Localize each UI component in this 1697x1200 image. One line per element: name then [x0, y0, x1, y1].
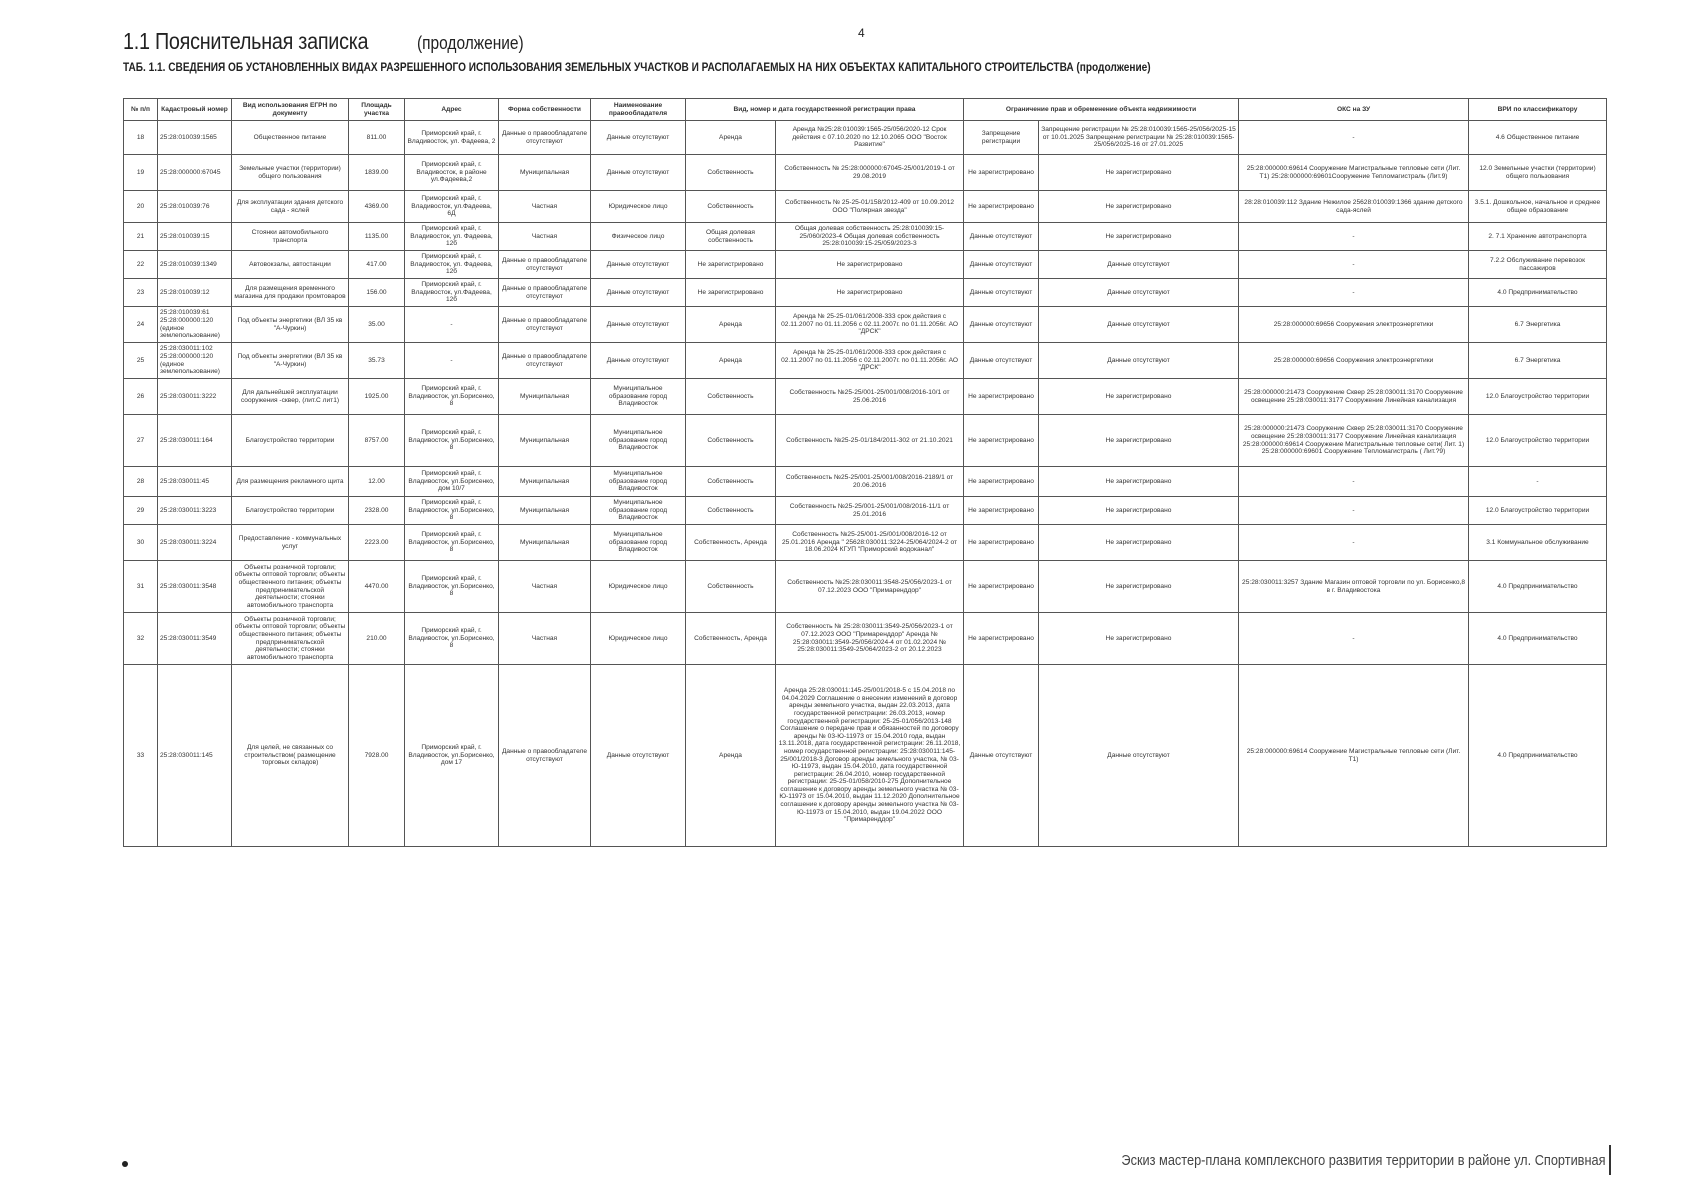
table-row: [124, 525, 1607, 561]
table-cell: 4.0 Предпринимательство: [1469, 279, 1607, 307]
table-cell: 25:28:030011:102 25:28:000000:120 (единое землепользование): [158, 343, 232, 379]
table-cell: 25:28:000000:69614 Сооружение Магистральные тепловые сети (Лит. Т1): [1239, 665, 1469, 847]
table-cell: 27: [124, 415, 158, 467]
table-cell: -: [405, 343, 499, 379]
table-cell: 210.00: [349, 613, 405, 665]
table-row: [124, 497, 1607, 525]
table-cell: 3.1 Коммунальное обслуживание: [1469, 525, 1607, 561]
table-cell: Данные отсутствуют: [1039, 251, 1239, 279]
header-cell: Вид использования ЕГРН по документу: [232, 99, 349, 121]
table-cell: Муниципальное образование город Владивосток: [591, 379, 686, 415]
table-cell: Муниципальная: [499, 497, 591, 525]
table-row: [124, 155, 1607, 191]
header-cell: ОКС на ЗУ: [1239, 99, 1469, 121]
table-row: [124, 379, 1607, 415]
table-cell: Данные отсутствуют: [964, 343, 1039, 379]
table-header-row: [124, 99, 1607, 121]
table-cell: 25:28:030011:164: [158, 415, 232, 467]
table-row: [124, 279, 1607, 307]
table-cell: Для размещения рекламного щита: [232, 467, 349, 497]
table-cell: Данные отсутствуют: [1039, 307, 1239, 343]
table-row: [124, 613, 1607, 665]
table-cell: 6.7 Энергетика: [1469, 307, 1607, 343]
table-cell: Собственность: [686, 467, 776, 497]
table-cell: -: [1239, 613, 1469, 665]
table-cell: 25:28:000000:69656 Сооружения электроэнергетики: [1239, 343, 1469, 379]
table-cell: Муниципальное образование город Владивосток: [591, 497, 686, 525]
table-cell: Под объекты энергетики (ВЛ 35 кв "А-Чуркин): [232, 307, 349, 343]
table-cell: 33: [124, 665, 158, 847]
table-cell: Муниципальная: [499, 467, 591, 497]
table-cell: 21: [124, 223, 158, 251]
table-cell: Для дальнейшей эксплуатации сооружения -сквер, (лит.С лит1): [232, 379, 349, 415]
table-cell: 6.7 Энергетика: [1469, 343, 1607, 379]
table-cell: Собственность: [686, 191, 776, 223]
table-cell: Собственность №25-25/001-25/001/008/2016-11/1 от 25.01.2016: [776, 497, 964, 525]
table-cell: Приморский край, г. Владивосток, ул.Фадеева, 12б: [405, 279, 499, 307]
table-cell: Данные отсутствуют: [1039, 279, 1239, 307]
table-cell: Данные отсутствуют: [964, 279, 1039, 307]
table-cell: Приморский край, г. Владивосток, ул.Борисенко, 8: [405, 613, 499, 665]
table-row: [124, 223, 1607, 251]
table-cell: Данные отсутствуют: [964, 223, 1039, 251]
table-cell: Автовокзалы, автостанции: [232, 251, 349, 279]
table-cell: 156.00: [349, 279, 405, 307]
page-title: [123, 28, 541, 55]
table-cell: 19: [124, 155, 158, 191]
table-cell: Данные о правообладателе отсутствуют: [499, 121, 591, 155]
table-cell: Для целей, не связанных со строительством( размещение торговых складов): [232, 665, 349, 847]
table-row: [124, 467, 1607, 497]
table-cell: -: [1239, 497, 1469, 525]
table-cell: Не зарегистрировано: [964, 191, 1039, 223]
table-cell: 4.0 Предпринимательство: [1469, 561, 1607, 613]
table-cell: Приморский край, г. Владивосток, ул.Борисенко, 8: [405, 525, 499, 561]
table-cell: Данные отсутствуют: [591, 343, 686, 379]
table-cell: Общественное питание: [232, 121, 349, 155]
table-cell: Не зарегистрировано: [964, 613, 1039, 665]
page-number: 4: [858, 26, 865, 40]
table-cell: Запрещение регистрации № 25:28:010039:1565-25/056/2025-15 от 10.01.2025 Запрещение регистрации № 25:28:010039:1565-25/056/2025-16 от 27.01.2025: [1039, 121, 1239, 155]
table-cell: Не зарегистрировано: [1039, 223, 1239, 251]
table-cell: Приморский край, г. Владивосток, ул.Борисенко, дом 10/7: [405, 467, 499, 497]
table-cell: Данные отсутствуют: [591, 155, 686, 191]
table-cell: Не зарегистрировано: [1039, 525, 1239, 561]
table-body: [124, 121, 1607, 847]
table-cell: 4369.00: [349, 191, 405, 223]
table-cell: 24: [124, 307, 158, 343]
table-caption: ТАБ. 1.1. СВЕДЕНИЯ ОБ УСТАНОВЛЕННЫХ ВИДАХ РАЗРЕШЕННОГО ИСПОЛЬЗОВАНИЯ ЗЕМЕЛЬНЫХ УЧАСТКОВ И РАСПОЛАГАЕМЫХ НА НИХ ОБЪЕКТАХ КАПИТАЛЬНОГО СТРОИТЕЛЬСТВА (продолжение): [123, 60, 1151, 74]
table-cell: Собственность: [686, 497, 776, 525]
table-cell: Не зарегистрировано: [1039, 155, 1239, 191]
table-cell: Данные отсутствуют: [964, 307, 1039, 343]
table-cell: Собственность №25-25/001-25/001/008/2016-12 от 25.01.2016 Аренда " 25628:030011:3224-25/064/2024-2 от 18.06.2024 КГУП "Приморский водоканал": [776, 525, 964, 561]
table-cell: Данные отсутствуют: [1039, 665, 1239, 847]
table-cell: 35.73: [349, 343, 405, 379]
table-cell: 25:28:030011:3222: [158, 379, 232, 415]
table-cell: Не зарегистрировано: [686, 279, 776, 307]
table-cell: -: [1239, 467, 1469, 497]
table-cell: 7.2.2 Обслуживание перевозок пассажиров: [1469, 251, 1607, 279]
table-cell: Собственность: [686, 155, 776, 191]
table-cell: 25: [124, 343, 158, 379]
table-cell: Объекты розничной торговли; объекты оптовой торговли; объекты общественного питания; объекты предпринимательской деятельности; стоянки автомобильного транспорта: [232, 613, 349, 665]
table-row: [124, 121, 1607, 155]
table-cell: Не зарегистрировано: [1039, 613, 1239, 665]
title-main: 1.1 Пояснительная записка: [123, 28, 369, 54]
table-cell: 2223.00: [349, 525, 405, 561]
table-cell: 25:28:010039:1349: [158, 251, 232, 279]
table-cell: Данные отсутствуют: [591, 307, 686, 343]
header-cell: Наименование правообладателя: [591, 99, 686, 121]
table-cell: Не зарегистрировано: [964, 561, 1039, 613]
table-cell: 26: [124, 379, 158, 415]
table-cell: 31: [124, 561, 158, 613]
table-cell: Аренда: [686, 121, 776, 155]
table-cell: -: [405, 307, 499, 343]
table-cell: 25:28:030011:3223: [158, 497, 232, 525]
table-cell: Не зарегистрировано: [964, 155, 1039, 191]
table-cell: Не зарегистрировано: [964, 379, 1039, 415]
table-cell: Земельные участки (территории) общего пользования: [232, 155, 349, 191]
table-cell: Физическое лицо: [591, 223, 686, 251]
table-cell: 35.00: [349, 307, 405, 343]
table-cell: Не зарегистрировано: [686, 251, 776, 279]
table-cell: Собственность № 25:28:000000:67045-25/001/2019-1 от 29.08.2019: [776, 155, 964, 191]
table-cell: Собственность: [686, 561, 776, 613]
table-cell: 25:28:010039:15: [158, 223, 232, 251]
table-cell: Данные отсутствуют: [591, 251, 686, 279]
footer-text: Эскиз мастер-плана комплексного развития территории в районе ул. Спортивная: [1120, 1152, 1605, 1169]
table-cell: 25:28:010039:76: [158, 191, 232, 223]
table-cell: Не зарегистрировано: [1039, 379, 1239, 415]
table-row: [124, 251, 1607, 279]
table-cell: Благоустройство территории: [232, 497, 349, 525]
table-cell: 3.5.1. Дошкольное, начальное и среднее общее образование: [1469, 191, 1607, 223]
table-cell: Собственность №25-25-01/184/2011-302 от 21.10.2021: [776, 415, 964, 467]
table-cell: Аренда: [686, 665, 776, 847]
table-cell: 32: [124, 613, 158, 665]
table-cell: 25:28:030011:3549: [158, 613, 232, 665]
table-cell: 4.0 Предпринимательство: [1469, 665, 1607, 847]
table-cell: Частная: [499, 561, 591, 613]
table-cell: Данные о правообладателе отсутствуют: [499, 279, 591, 307]
table-cell: 2328.00: [349, 497, 405, 525]
header-cell: ВРИ по классификатору: [1469, 99, 1607, 121]
table-cell: Не зарегистрировано: [1039, 497, 1239, 525]
table-cell: Под объекты энергетики (ВЛ 35 кв "А-Чуркин): [232, 343, 349, 379]
table-cell: -: [1239, 279, 1469, 307]
table-cell: Не зарегистрировано: [964, 415, 1039, 467]
table-cell: Приморский край, г. Владивосток, ул. Фадеева, 2: [405, 121, 499, 155]
land-plots-table-wrap: [123, 98, 1606, 847]
table-cell: Не зарегистрировано: [1039, 467, 1239, 497]
table-cell: 25:28:000000:21473 Сооружение Сквер 25:28:030011:3170 Сооружение освещение 25:28:030011:3177 Сооружение Линейная канализация 25:28:000000:69614 Сооружение Магистральные тепловые сети( Лит. 1) 25:28:000000:69601 Сооружение Тепломагистраль ( Лит.?9): [1239, 415, 1469, 467]
table-cell: Не зарегистрировано: [964, 467, 1039, 497]
table-cell: 7928.00: [349, 665, 405, 847]
table-cell: Собственность, Аренда: [686, 613, 776, 665]
table-cell: 12.0 Благоустройство территории: [1469, 497, 1607, 525]
header-cell: Площадь участка: [349, 99, 405, 121]
table-cell: Аренда №25:28:010039:1565-25/056/2020-12 Срок действия с 07.10.2020 по 12.10.2065 ООО "Восток Развитие": [776, 121, 964, 155]
table-row: [124, 307, 1607, 343]
table-cell: 12.0 Земельные участки (территории) общего пользования: [1469, 155, 1607, 191]
table-cell: Приморский край, г. Владивосток, ул.Борисенко, 8: [405, 379, 499, 415]
header-cell: Адрес: [405, 99, 499, 121]
table-cell: Не зарегистрировано: [964, 497, 1039, 525]
table-cell: Стоянки автомобильного транспорта: [232, 223, 349, 251]
table-cell: Для эксплуатации здания детского сада - яслей: [232, 191, 349, 223]
table-row: [124, 343, 1607, 379]
table-cell: 4470.00: [349, 561, 405, 613]
table-row: [124, 561, 1607, 613]
land-plots-table: [123, 98, 1607, 847]
table-cell: 12.0 Благоустройство территории: [1469, 415, 1607, 467]
footer-bullet: [122, 1161, 128, 1167]
table-row: [124, 415, 1607, 467]
table-cell: 18: [124, 121, 158, 155]
table-cell: Аренда: [686, 343, 776, 379]
table-cell: Не зарегистрировано: [1039, 561, 1239, 613]
table-cell: Муниципальная: [499, 525, 591, 561]
header-cell: Ограничение прав и обременение объекта недвижимости: [964, 99, 1239, 121]
header-cell: Кадастровый номер: [158, 99, 232, 121]
table-cell: 12.0 Благоустройство территории: [1469, 379, 1607, 415]
table-cell: Юридическое лицо: [591, 191, 686, 223]
table-cell: Приморский край, г. Владивосток, ул.Борисенко, 8: [405, 561, 499, 613]
table-cell: Не зарегистрировано: [1039, 191, 1239, 223]
table-cell: Общая долевая собственность 25:28:010039:15-25/060/2023-4 Общая долевая собственность 25:28:010039:15-25/059/2023-3: [776, 223, 964, 251]
table-cell: Приморский край, г. Владивосток, ул. Фадеева, 12б: [405, 223, 499, 251]
table-cell: 4.6 Общественное питание: [1469, 121, 1607, 155]
header-cell: Форма собственности: [499, 99, 591, 121]
table-cell: Аренда 25:28:030011:145-25/001/2018-5 с 15.04.2018 по 04.04.2029 Соглашение о внесении изменений в договор аренды земельного участка, выдан 22.03.2013, дата государственной регистрации: 26.03.2013, номер государственной регистрации: 25-25-01/056/2013-148 Соглашение о передаче прав и обязанностей по договору аренды № 03-Ю-11973 от 15.04.2010 года, выдан 13.11.2018, дата государственной регистрации: 26.11.2018, номер государственной регистрации: 25:28:030011:145-25/001/2018-3 Договор аренды земельного участка, № 03-Ю-11973, выдан 15.04.2010, дата государственной регистрации: 26.04.2010, номер государственной регистрации: 25-25-01/058/2010-275 Дополнительное соглашение к договору аренды земельного участка № 03-Ю-11973 от 15.04.2010, выдан 11.12.2020 Дополнительное соглашение к договору аренды земельного участка № 03-Ю-11973 от 15.04.2010, выдан 19.04.2022 ООО "Примаренддор": [776, 665, 964, 847]
table-cell: 30: [124, 525, 158, 561]
table-cell: 25:28:030011:3224: [158, 525, 232, 561]
table-cell: Не зарегистрировано: [776, 279, 964, 307]
table-cell: 25:28:010039:1565: [158, 121, 232, 155]
table-cell: Муниципальная: [499, 379, 591, 415]
table-cell: 417.00: [349, 251, 405, 279]
table-cell: 28:28:010039:112 Здание Нежилое 25628:010039:1366 здание детского сада-яслей: [1239, 191, 1469, 223]
table-cell: Данные о правообладателе отсутствуют: [499, 343, 591, 379]
table-cell: 25:28:010039:61 25:28:000000:120 (единое землепользование): [158, 307, 232, 343]
table-cell: 29: [124, 497, 158, 525]
table-cell: Приморский край, г. Владивосток, ул.Борисенко, 8: [405, 497, 499, 525]
table-cell: -: [1469, 467, 1607, 497]
table-cell: 25:28:030011:145: [158, 665, 232, 847]
table-cell: Аренда № 25-25-01/061/2008-333 срок действия с 02.11.2007 по 01.11.2056 с 02.11.2007г. по 01.11.2056г. АО "ДРСК": [776, 307, 964, 343]
table-cell: 2. 7.1 Хранение автотранспорта: [1469, 223, 1607, 251]
table-cell: 28: [124, 467, 158, 497]
table-cell: Данные о правообладателе отсутствуют: [499, 665, 591, 847]
table-cell: Не зарегистрировано: [1039, 415, 1239, 467]
table-cell: Собственность № 25:28:030011:3549-25/056/2023-1 от 07.12.2023 ООО "Примаренддор" Аренда № 25:28:030011:3549-25/056/2024-4 от 01.02.2024 № 25:28:030011:3549-25/064/2023-2 от 20.12.2023: [776, 613, 964, 665]
table-cell: Общая долевая собственность: [686, 223, 776, 251]
table-row: [124, 665, 1607, 847]
table-cell: Собственность №25:28:030011:3548-25/056/2023-1 от 07.12.2023 ООО "Примаренддор": [776, 561, 964, 613]
table-cell: Муниципальное образование город Владивосток: [591, 525, 686, 561]
table-cell: Предоставление - коммунальных услуг: [232, 525, 349, 561]
table-cell: 25:28:010039:12: [158, 279, 232, 307]
table-cell: -: [1239, 223, 1469, 251]
table-cell: 20: [124, 191, 158, 223]
table-cell: Приморский край, г. Владивосток, в районе ул.Фадеева,2: [405, 155, 499, 191]
footer-divider: [1609, 1145, 1611, 1175]
table-cell: Собственность: [686, 379, 776, 415]
table-cell: 25:28:000000:69656 Сооружения электроэнергетики: [1239, 307, 1469, 343]
table-cell: Приморский край, г. Владивосток, ул.Борисенко, дом 17: [405, 665, 499, 847]
table-cell: 23: [124, 279, 158, 307]
table-cell: Собственность: [686, 415, 776, 467]
header-cell: Вид, номер и дата государственной регистрации права: [686, 99, 964, 121]
table-cell: Собственность №25-25/001-25/001/008/2016-2189/1 от 20.06.2016: [776, 467, 964, 497]
table-cell: Данные о правообладателе отсутствуют: [499, 251, 591, 279]
table-cell: Приморский край, г. Владивосток, ул.Фадеева, 6Д: [405, 191, 499, 223]
table-cell: Собственность №25-25/001-25/001/008/2016-10/1 от 25.06.2016: [776, 379, 964, 415]
table-cell: Частная: [499, 223, 591, 251]
table-cell: Данные отсутствуют: [1039, 343, 1239, 379]
table-cell: Приморский край, г. Владивосток, ул. Фадеева, 12б: [405, 251, 499, 279]
table-cell: Не зарегистрировано: [964, 525, 1039, 561]
table-cell: Частная: [499, 613, 591, 665]
table-cell: Данные отсутствуют: [964, 251, 1039, 279]
table-cell: -: [1239, 251, 1469, 279]
table-cell: -: [1239, 525, 1469, 561]
table-cell: Юридическое лицо: [591, 613, 686, 665]
table-cell: Аренда: [686, 307, 776, 343]
table-cell: 25:28:030011:3257 Здание Магазин оптовой торговли по ул. Борисенко,8 в г. Владивостока: [1239, 561, 1469, 613]
table-cell: 25:28:000000:69614 Сооружение Магистральные тепловые сети (Лит. Т1) 25:28:000000:69601Сооружение Тепломагистраль (Лит.9): [1239, 155, 1469, 191]
table-cell: Муниципальная: [499, 155, 591, 191]
table-cell: 1839.00: [349, 155, 405, 191]
table-cell: Частная: [499, 191, 591, 223]
table-cell: 25:28:030011:45: [158, 467, 232, 497]
table-cell: 25:28:000000:21473 Сооружение Сквер 25:28:030011:3170 Сооружение освещение 25:28:030011:3177 Сооружение Линейная канализация: [1239, 379, 1469, 415]
table-cell: Аренда № 25-25-01/061/2008-333 срок действия с 02.11.2007 по 01.11.2056 с 02.11.2007г. по 01.11.2056г. АО "ДРСК": [776, 343, 964, 379]
table-cell: 25:28:000000:67045: [158, 155, 232, 191]
table-cell: Объекты розничной торговли; объекты оптовой торговли; объекты общественного питания; объекты предпринимательской деятельности; стоянки автомобильного транспорта: [232, 561, 349, 613]
table-cell: Благоустройство территории: [232, 415, 349, 467]
table-row: [124, 191, 1607, 223]
table-cell: Запрещение регистрации: [964, 121, 1039, 155]
table-cell: Собственность № 25-25-01/158/2012-409 от 10.09.2012 ООО "Полярная звезда": [776, 191, 964, 223]
table-cell: Муниципальное образование город Владивосток: [591, 415, 686, 467]
table-cell: 4.0 Предпринимательство: [1469, 613, 1607, 665]
table-cell: 25:28:030011:3548: [158, 561, 232, 613]
table-cell: Муниципальное образование город Владивосток: [591, 467, 686, 497]
table-cell: Собственность, Аренда: [686, 525, 776, 561]
table-cell: Данные о правообладателе отсутствуют: [499, 307, 591, 343]
table-cell: Данные отсутствуют: [591, 121, 686, 155]
table-cell: Юридическое лицо: [591, 561, 686, 613]
table-cell: 22: [124, 251, 158, 279]
table-cell: Данные отсутствуют: [591, 279, 686, 307]
table-cell: -: [1239, 121, 1469, 155]
header-cell: № п/п: [124, 99, 158, 121]
table-cell: Приморский край, г. Владивосток, ул.Борисенко, 8: [405, 415, 499, 467]
table-cell: Для размещения временного магазина для продажи промтоваров: [232, 279, 349, 307]
table-cell: 811.00: [349, 121, 405, 155]
table-cell: 8757.00: [349, 415, 405, 467]
table-cell: Данные отсутствуют: [964, 665, 1039, 847]
title-sub: (продолжение): [416, 33, 524, 53]
table-cell: Данные отсутствуют: [591, 665, 686, 847]
table-cell: 12.00: [349, 467, 405, 497]
table-cell: Не зарегистрировано: [776, 251, 964, 279]
table-cell: 1925.00: [349, 379, 405, 415]
table-cell: 1135.00: [349, 223, 405, 251]
table-cell: Муниципальная: [499, 415, 591, 467]
